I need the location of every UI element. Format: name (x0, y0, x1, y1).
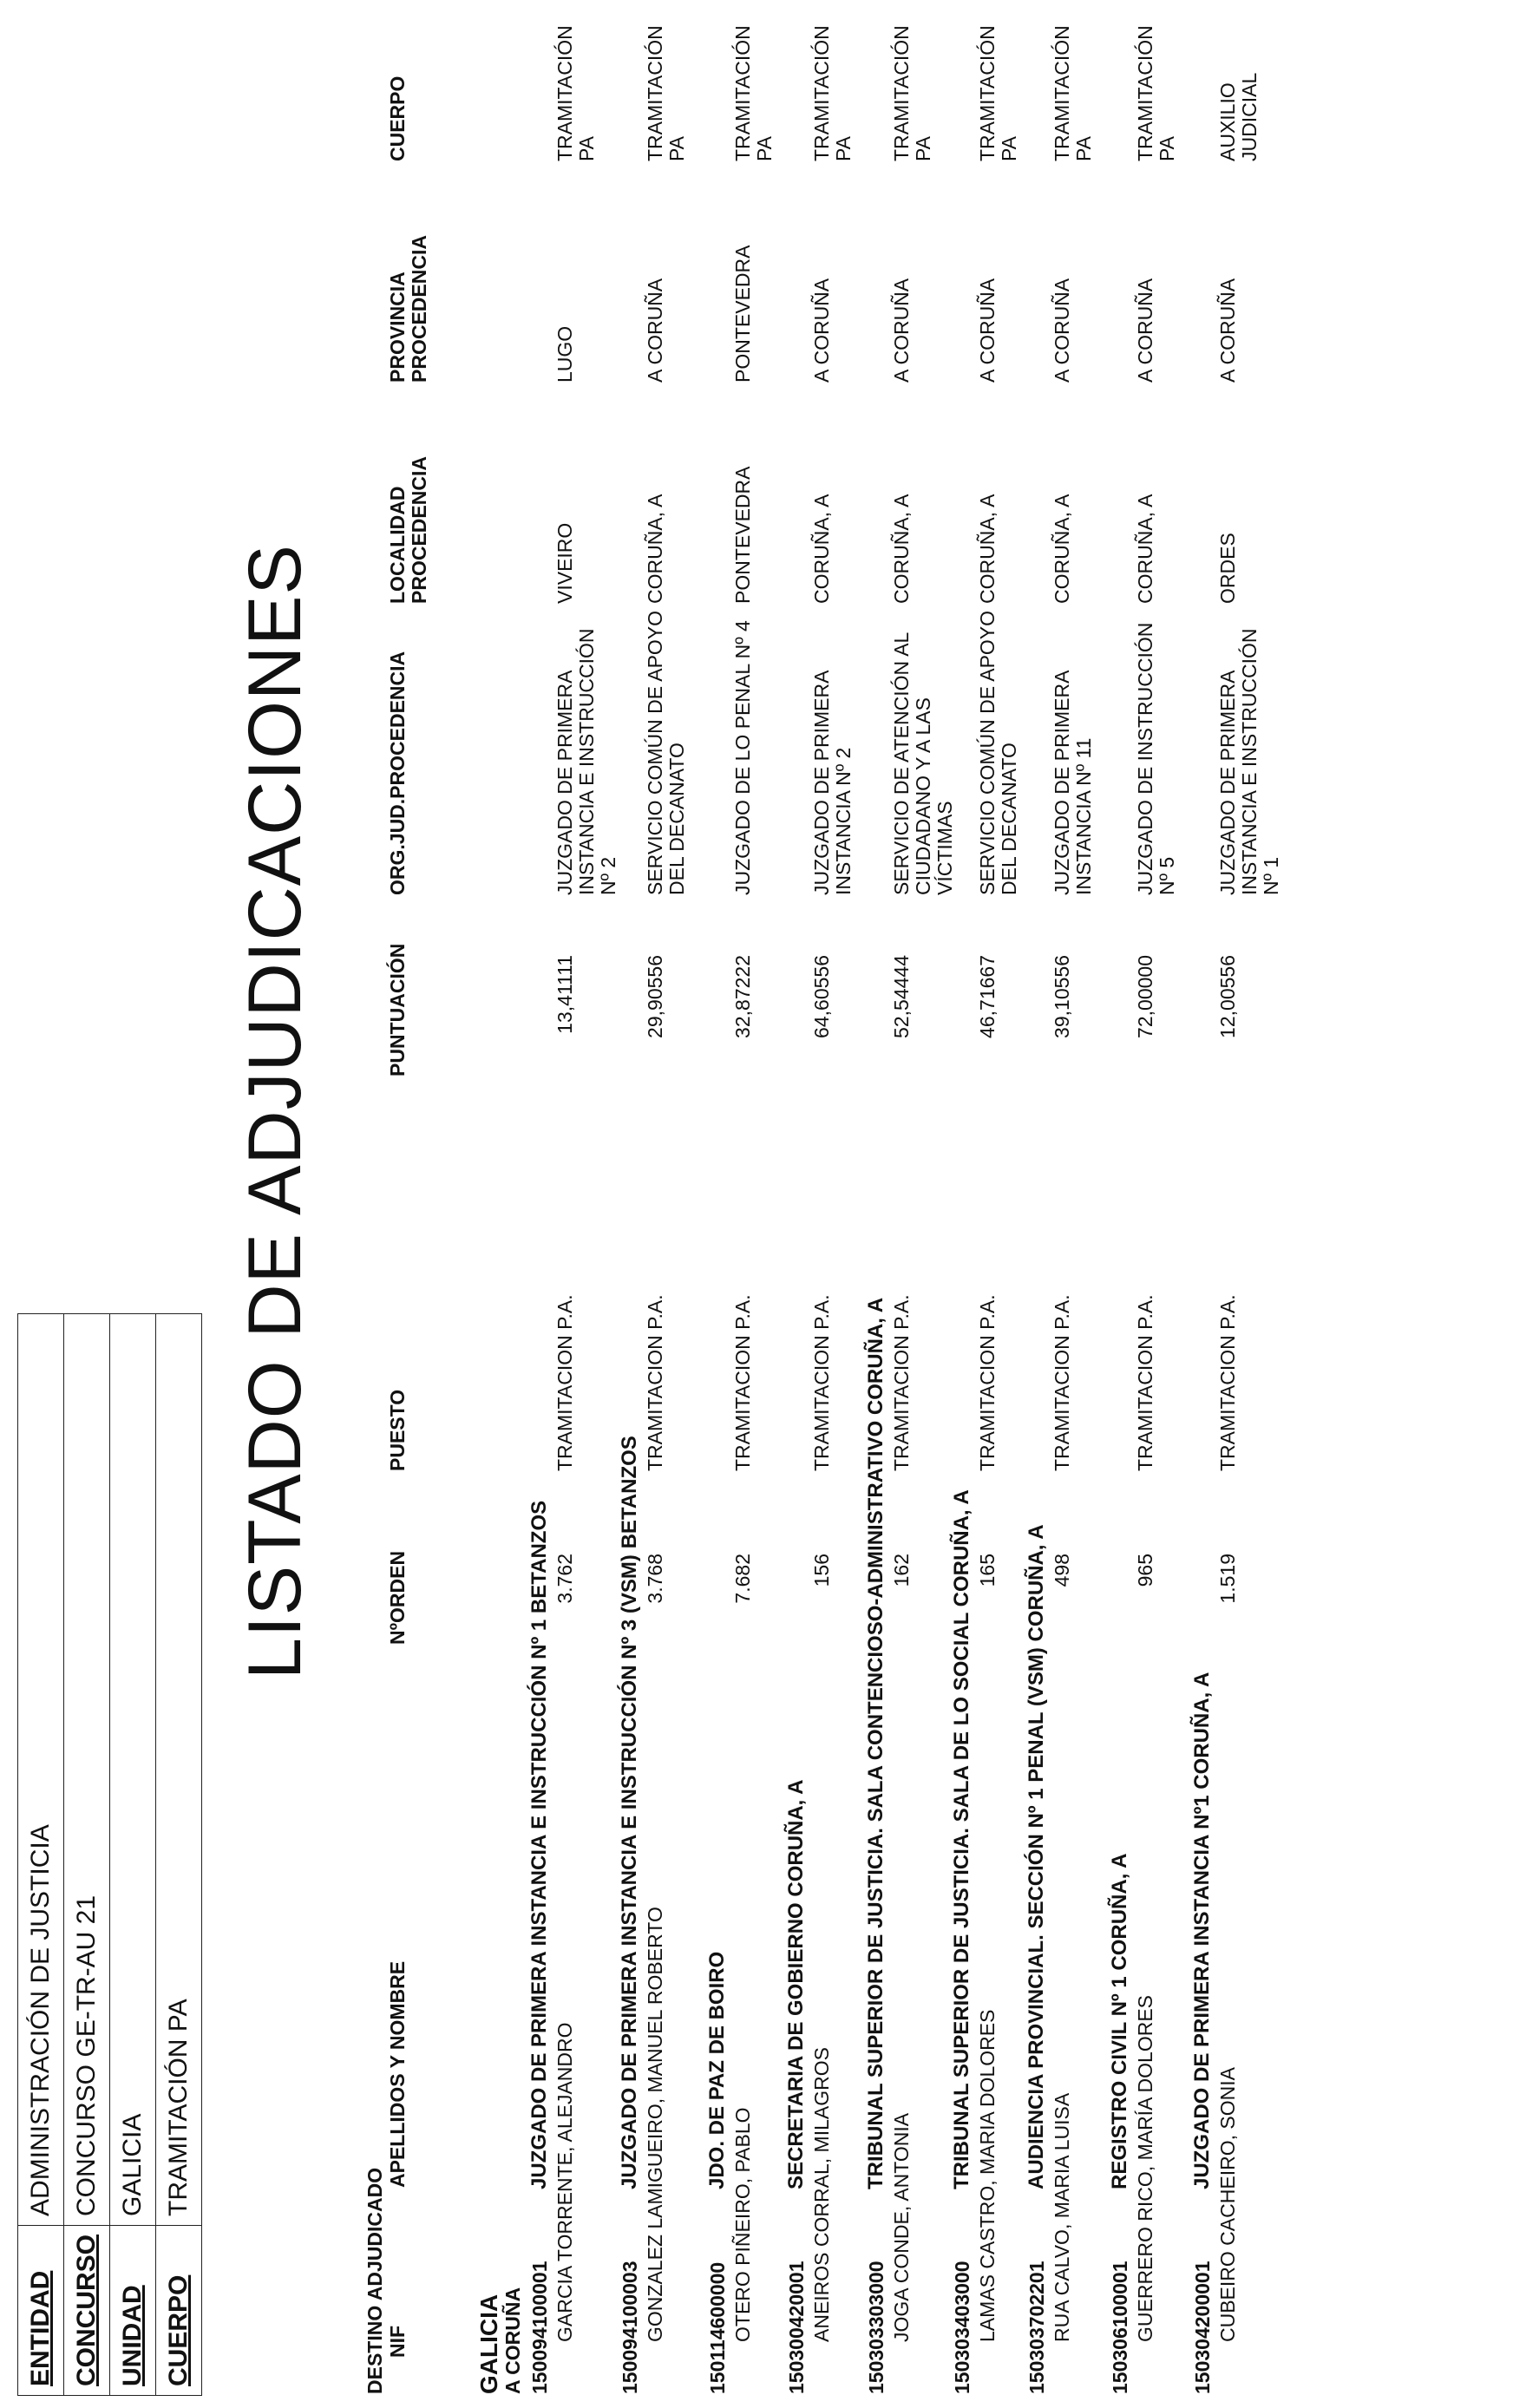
origin-province: A CORUÑA (1051, 278, 1073, 383)
order-number: 156 (810, 1554, 833, 1587)
score-value: 29,90556 (644, 955, 666, 1038)
col-cuerpo: CUERPO (386, 75, 409, 161)
puesto-value: TRAMITACION P.A. (1216, 1294, 1239, 1471)
puesto-value: TRAMITACION P.A. (553, 1294, 576, 1471)
region-heading: GALICIA (475, 2293, 502, 2394)
header-value: CONCURSO GE-TR-AU 21 (64, 1313, 110, 2225)
origin-locality: PONTEVEDRA (731, 466, 754, 604)
person-name: ANEIROS CORRAL, MILAGROS (810, 2047, 833, 2342)
person-name: CUBEIRO CACHEIRO, SONIA (1216, 2067, 1239, 2342)
destination-court: JUZGADO DE PRIMERA INSTANCIA Nº1 CORUÑA, A (1190, 1672, 1214, 2189)
col-nif: NIF (386, 2325, 409, 2358)
origin-court: JUZGADO DE LO PENAL Nº 4 (731, 620, 754, 895)
header-table (17, 1313, 202, 2396)
header-value: TRAMITACIÓN PA (156, 1313, 202, 2225)
destination-code: 150303702201 (1025, 2261, 1048, 2394)
person-name: RUA CALVO, MARIA LUISA (1051, 2092, 1073, 2342)
person-name: OTERO PIÑEIRO, PABLO (731, 2107, 754, 2342)
destination-court: JUZGADO DE PRIMERA INSTANCIA E INSTRUCCIÓN Nº 1 BETANZOS (527, 1500, 551, 2189)
page-title: LISTADO DE ADJUDICACIONES (233, 544, 317, 1679)
destination-court: TRIBUNAL SUPERIOR DE JUSTICIA. SALA CONTENCIOSO-ADMINISTRATIVO CORUÑA, A (864, 1297, 887, 2189)
origin-locality: ORDES (1216, 533, 1239, 604)
order-number: 965 (1134, 1554, 1156, 1587)
order-number: 3.762 (553, 1554, 576, 1604)
person-name: GUERRERO RICO, MARÍA DOLORES (1134, 1994, 1156, 2342)
header-row (18, 1313, 64, 2395)
cuerpo-value: TRAMITACIÓN PA (1134, 25, 1178, 161)
score-value: 39,10556 (1051, 955, 1073, 1038)
cuerpo-value: TRAMITACIÓN PA (644, 25, 688, 161)
header-row (64, 1313, 110, 2395)
col-localidad-line2: PROCEDENCIA (408, 456, 430, 604)
header-key: CUERPO (156, 2225, 202, 2395)
puesto-value: TRAMITACION P.A. (1134, 1294, 1156, 1471)
origin-court: JUZGADO DE PRIMERA INSTANCIA E INSTRUCCIÓN Nº 2 (553, 628, 619, 895)
origin-province: A CORUÑA (1134, 278, 1156, 383)
origin-province: A CORUÑA (1216, 278, 1239, 383)
puesto-value: TRAMITACION P.A. (976, 1294, 999, 1471)
destination-court: REGISTRO CIVIL Nº 1 CORUÑA, A (1108, 1853, 1131, 2189)
destination-court: AUDIENCIA PROVINCIAL. SECCIÓN Nº 1 PENAL (VSM) CORUÑA, A (1025, 1524, 1048, 2189)
destination-court: TRIBUNAL SUPERIOR DE JUSTICIA. SALA DE LO SOCIAL CORUÑA, A (950, 1489, 973, 2189)
puesto-value: TRAMITACION P.A. (1051, 1294, 1073, 1471)
origin-court: JUZGADO DE PRIMERA INSTANCIA Nº 11 (1051, 671, 1095, 895)
origin-province: PONTEVEDRA (731, 245, 754, 383)
destination-court: JUZGADO DE PRIMERA INSTANCIA E INSTRUCCIÓN Nº 3 (VSM) BETANZOS (618, 1436, 641, 2189)
destination-code: 150094100001 (528, 2261, 551, 2394)
origin-province: A CORUÑA (890, 278, 913, 383)
col-provincia-line1: PROVINCIA (386, 272, 409, 383)
score-value: 64,60556 (810, 955, 833, 1038)
destination-code: 150300420001 (785, 2261, 808, 2394)
header-key: CONCURSO (64, 2225, 110, 2395)
col-apellidos: APELLIDOS Y NOMBRE (386, 1960, 409, 2188)
score-value: 32,87222 (731, 955, 754, 1038)
cuerpo-value: AUXILIO JUDICIAL (1216, 72, 1261, 161)
col-provincia (387, 235, 430, 383)
col-puesto: PUESTO (386, 1389, 409, 1471)
origin-court: SERVICIO COMÚN DE APOYO DEL DECANATO (976, 610, 1020, 895)
destination-code: 150114600000 (706, 2261, 729, 2394)
order-number: 7.682 (731, 1554, 754, 1604)
col-norden: NºORDEN (386, 1550, 409, 1645)
origin-court: JUZGADO DE PRIMERA INSTANCIA E INSTRUCCIÓN Nº 1 (1216, 628, 1282, 895)
header-value: GALICIA (110, 1313, 156, 2225)
person-name: JOGA CONDE, ANTONIA (890, 2112, 913, 2342)
origin-court: SERVICIO DE ATENCIÓN AL CIUDADANO Y A LAS VÍCTIMAS (890, 632, 956, 895)
order-number: 498 (1051, 1554, 1073, 1587)
puesto-value: TRAMITACION P.A. (644, 1294, 666, 1471)
destination-code: 150094100003 (619, 2261, 641, 2394)
puesto-value: TRAMITACION P.A. (810, 1294, 833, 1471)
score-value: 52,54444 (890, 955, 913, 1038)
header-row (156, 1313, 202, 2395)
province-heading: A CORUÑA (501, 2287, 524, 2394)
col-puntuacion: PUNTUACIÓN (386, 943, 409, 1076)
person-name: LAMAS CASTRO, MARIA DOLORES (976, 2009, 999, 2342)
order-number: 1.519 (1216, 1554, 1239, 1604)
cuerpo-value: TRAMITACIÓN PA (810, 25, 855, 161)
cuerpo-value: TRAMITACIÓN PA (731, 25, 776, 161)
score-value: 46,71667 (976, 955, 999, 1038)
order-number: 165 (976, 1554, 999, 1587)
col-destino: DESTINO ADJUDICADO (364, 2167, 386, 2394)
score-value: 12,00556 (1216, 955, 1239, 1038)
origin-province: A CORUÑA (810, 278, 833, 383)
score-value: 72,00000 (1134, 955, 1156, 1038)
header-key: UNIDAD (110, 2225, 156, 2395)
origin-locality: CORUÑA, A (890, 494, 913, 604)
header-value: ADMINISTRACIÓN DE JUSTICIA (18, 1313, 64, 2225)
origin-locality: CORUÑA, A (810, 494, 833, 604)
origin-locality: CORUÑA, A (976, 494, 999, 604)
col-org-procedencia: ORG.JUD.PROCEDENCIA (386, 651, 409, 895)
cuerpo-value: TRAMITACIÓN PA (553, 25, 598, 161)
order-number: 162 (890, 1554, 913, 1587)
puesto-value: TRAMITACION P.A. (890, 1294, 913, 1471)
origin-locality: CORUÑA, A (1134, 494, 1156, 604)
cuerpo-value: TRAMITACIÓN PA (976, 25, 1020, 161)
origin-court: JUZGADO DE INSTRUCCIÓN Nº 5 (1134, 622, 1178, 895)
cuerpo-value: TRAMITACIÓN PA (890, 25, 934, 161)
person-name: GARCIA TORRENTE, ALEJANDRO (553, 2022, 576, 2342)
origin-locality: VIVEIRO (553, 522, 576, 604)
header-key: ENTIDAD (18, 2225, 64, 2395)
col-provincia-line2: PROCEDENCIA (408, 235, 430, 383)
score-value: 13,41111 (553, 955, 576, 1034)
origin-province: A CORUÑA (976, 278, 999, 383)
origin-court: JUZGADO DE PRIMERA INSTANCIA Nº 2 (810, 671, 855, 895)
puesto-value: TRAMITACION P.A. (731, 1294, 754, 1471)
cuerpo-value: TRAMITACIÓN PA (1051, 25, 1095, 161)
destination-code: 150303303000 (865, 2261, 887, 2394)
header-row (110, 1313, 156, 2395)
destination-code: 150303403000 (951, 2261, 973, 2394)
destination-code: 150304200001 (1191, 2261, 1214, 2394)
origin-locality: CORUÑA, A (644, 494, 666, 604)
origin-locality: CORUÑA, A (1051, 494, 1073, 604)
col-localidad (387, 456, 430, 604)
order-number: 3.768 (644, 1554, 666, 1604)
person-name: GONZALEZ LAMIGUEIRO, MANUEL ROBERTO (644, 1907, 666, 2342)
destination-court: SECRETARIA DE GOBIERNO CORUÑA, A (784, 1779, 808, 2189)
destination-code: 150306100001 (1109, 2261, 1131, 2394)
destination-court: JDO. DE PAZ DE BOIRO (705, 1951, 729, 2189)
origin-province: A CORUÑA (644, 278, 666, 383)
origin-court: SERVICIO COMÚN DE APOYO DEL DECANATO (644, 610, 688, 895)
origin-province: LUGO (553, 325, 576, 383)
col-localidad-line1: LOCALIDAD (386, 486, 409, 604)
